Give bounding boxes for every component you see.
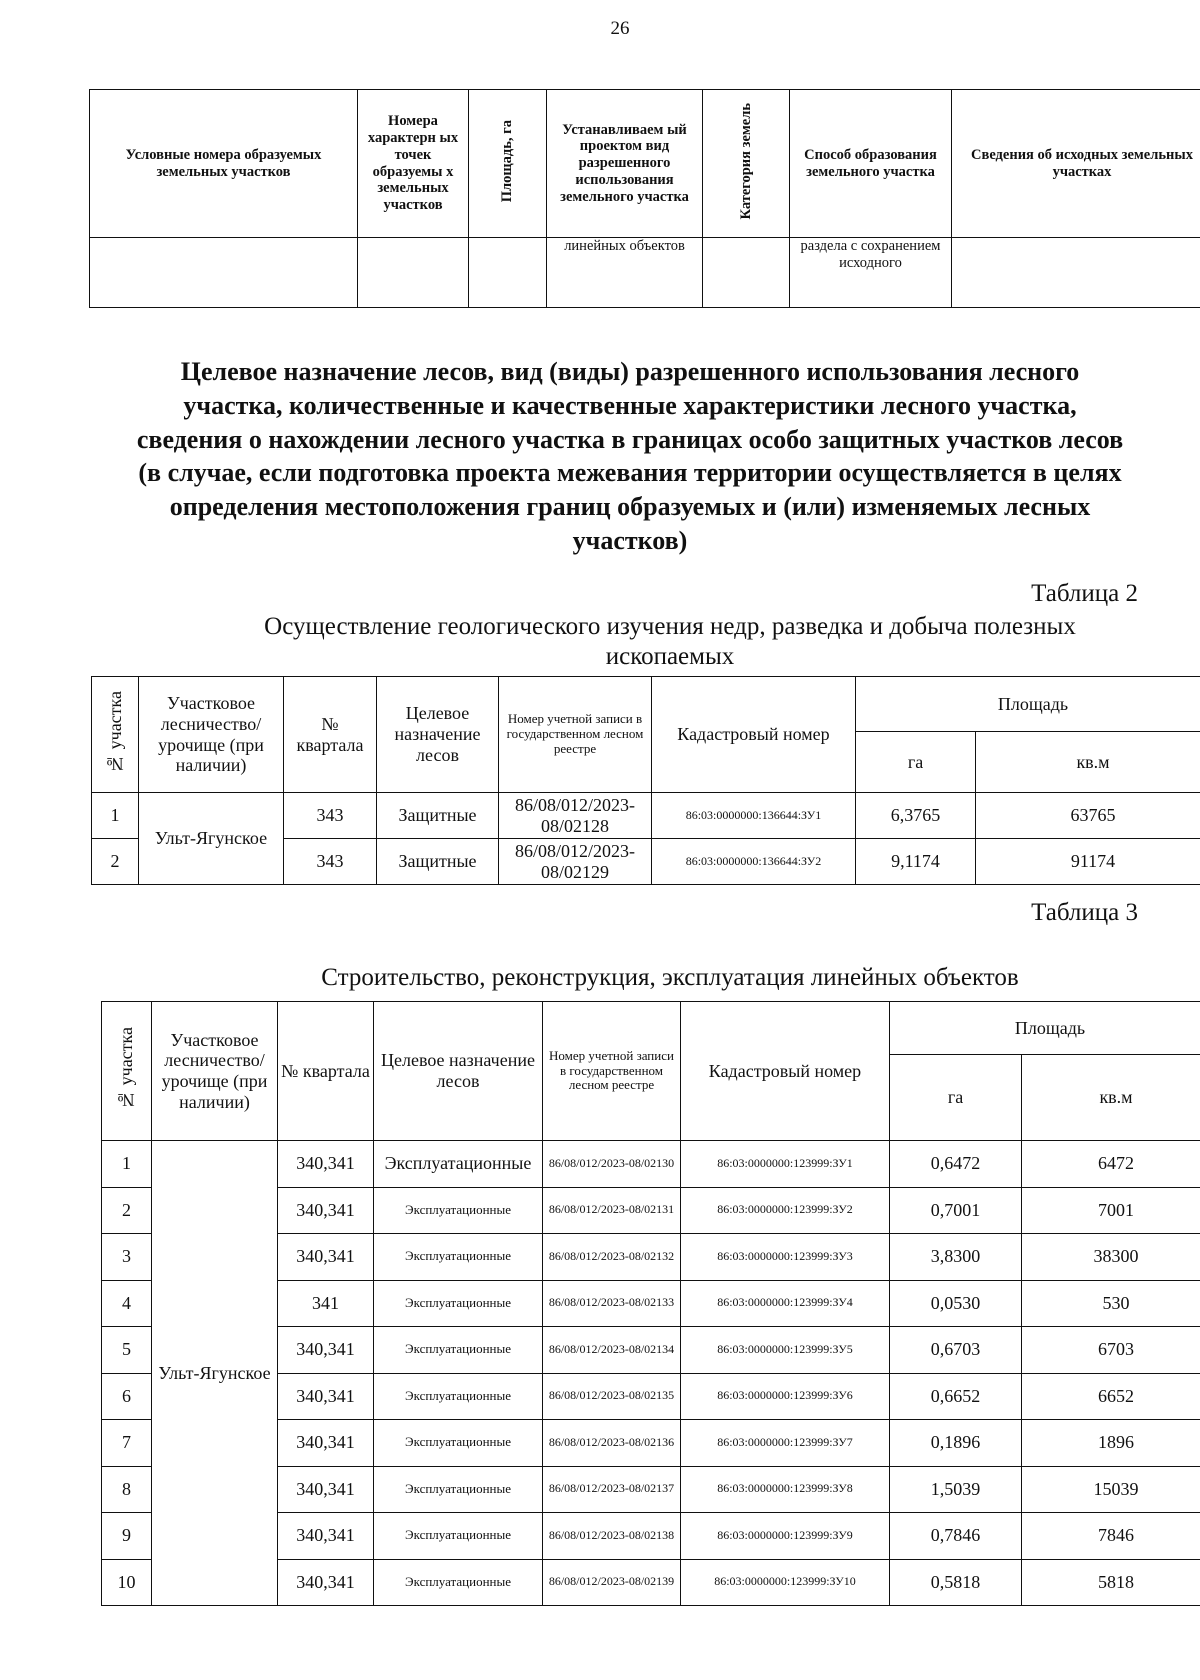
table-cell: Эксплуатационные <box>374 1373 543 1420</box>
table-cell: 86:03:0000000:123999:ЗУ5 <box>681 1327 890 1374</box>
table-cell: 0,5818 <box>890 1559 1022 1606</box>
table-cell: 0,6652 <box>890 1373 1022 1420</box>
linear-objects-table <box>101 1001 1200 1606</box>
table-cell: 340,341 <box>278 1559 374 1606</box>
t2-header-ha: га <box>856 732 976 793</box>
table-cell: 9 <box>102 1513 152 1560</box>
t2-header-area: Площадь <box>856 677 1200 732</box>
t1-header-formation-method: Способ образования земельного участка <box>790 90 952 238</box>
t3-header-record: Номер учетной записи в государственном лесном реестре <box>543 1002 681 1141</box>
geology-table <box>91 676 1200 885</box>
t3-header-forestry: Участковое лесничество/ урочище (при наличии) <box>152 1002 278 1141</box>
table-cell: 86:03:0000000:123999:ЗУ3 <box>681 1234 890 1281</box>
table-cell-forestry: Ульт-Ягунское <box>152 1141 278 1606</box>
table-cell: 3,8300 <box>890 1234 1022 1281</box>
table-cell: 86/08/012/2023-08/02135 <box>543 1373 681 1420</box>
table-cell: 1896 <box>1022 1420 1200 1467</box>
table-cell: 86/08/012/2023-08/02139 <box>543 1559 681 1606</box>
table-cell: 8 <box>102 1466 152 1513</box>
table-cell: 6703 <box>1022 1327 1200 1374</box>
t2-header-record: Номер учетной записи в государственном лесном реестре <box>499 677 652 793</box>
table-cell: 530 <box>1022 1280 1200 1327</box>
table-cell: 340,341 <box>278 1234 374 1281</box>
table-cell: 86/08/012/2023-08/02136 <box>543 1420 681 1467</box>
table-cell: Эксплуатационные <box>374 1513 543 1560</box>
table-cell: 341 <box>278 1280 374 1327</box>
table-cell: 38300 <box>1022 1234 1200 1281</box>
table3-subtitle: Строительство, реконструкция, эксплуатация линейных объектов <box>321 964 1019 991</box>
table-cell: Защитные <box>377 839 499 885</box>
table-row <box>102 1141 1200 1188</box>
table-cell: 343 <box>284 793 377 839</box>
table-cell: 86:03:0000000:123999:ЗУ1 <box>681 1141 890 1188</box>
t1-header-permitted-use: Устанавливаем ый проектом вид разрешенного использования земельного участка <box>547 90 703 238</box>
table-cell: 86/08/012/2023-08/02134 <box>543 1327 681 1374</box>
table-cell: 1 <box>102 1141 152 1188</box>
table-cell: Эксплуатационные <box>374 1187 543 1234</box>
table-cell: раздела с сохранением исходного <box>790 238 952 308</box>
table-cell: 86:03:0000000:136644:ЗУ2 <box>652 839 856 885</box>
table-cell: 86:03:0000000:136644:ЗУ1 <box>652 793 856 839</box>
page-number: 26 <box>610 18 630 39</box>
table-cell: 1,5039 <box>890 1466 1022 1513</box>
table-cell: 340,341 <box>278 1327 374 1374</box>
table-cell: 86:03:0000000:123999:ЗУ6 <box>681 1373 890 1420</box>
table-cell: 340,341 <box>278 1141 374 1188</box>
table-cell: 86/08/012/2023-08/02138 <box>543 1513 681 1560</box>
t3-header-ha: га <box>890 1055 1022 1141</box>
table-cell: 86/08/012/2023-08/02129 <box>499 839 652 885</box>
table-cell: 340,341 <box>278 1513 374 1560</box>
table-cell: 86/08/012/2023-08/02132 <box>543 1234 681 1281</box>
t2-header-forestry: Участковое лесничество/ урочище (при наличии) <box>139 677 284 793</box>
t1-header-area: Площадь, га <box>469 90 547 238</box>
table-cell: 4 <box>102 1280 152 1327</box>
table-cell <box>358 238 469 308</box>
table-cell: 86:03:0000000:123999:ЗУ4 <box>681 1280 890 1327</box>
t2-header-cadastral: Кадастровый номер <box>652 677 856 793</box>
table-cell: Эксплуатационные <box>374 1559 543 1606</box>
table-cell: Эксплуатационные <box>374 1466 543 1513</box>
table-cell: 7 <box>102 1420 152 1467</box>
table-cell: 9,1174 <box>856 839 976 885</box>
t2-header-num: № участка <box>92 677 139 793</box>
table-cell: 86/08/012/2023-08/02137 <box>543 1466 681 1513</box>
table-cell: 0,6472 <box>890 1141 1022 1188</box>
table2-subtitle: Осуществление геологического изучения недр, разведка и добыча полезных ископаемых <box>264 613 1076 670</box>
table-cell: 86:03:0000000:123999:ЗУ9 <box>681 1513 890 1560</box>
t3-header-sqm: кв.м <box>1022 1055 1200 1141</box>
table-cell: 7001 <box>1022 1187 1200 1234</box>
table-cell: линейных объектов <box>547 238 703 308</box>
table-cell: 0,1896 <box>890 1420 1022 1467</box>
table3-caption: Таблица 3 <box>1031 899 1138 926</box>
table-cell: 63765 <box>976 793 1200 839</box>
table-cell: 340,341 <box>278 1187 374 1234</box>
t3-header-area: Площадь <box>890 1002 1200 1055</box>
table-cell: Эксплуатационные <box>374 1327 543 1374</box>
t1-header-land-category: Категория земель <box>703 90 790 238</box>
table-cell: 1 <box>92 793 139 839</box>
table-cell: 2 <box>102 1187 152 1234</box>
table-cell <box>90 238 358 308</box>
land-plots-table <box>89 89 1200 308</box>
table-cell: 86:03:0000000:123999:ЗУ7 <box>681 1420 890 1467</box>
t1-header-point-numbers: Номера характерн ых точек образуемы х земельных участков <box>358 90 469 238</box>
table-cell: 0,0530 <box>890 1280 1022 1327</box>
table-cell: 6 <box>102 1373 152 1420</box>
table-cell: 340,341 <box>278 1420 374 1467</box>
table-cell-forestry: Ульт-Ягунское <box>139 793 284 885</box>
t3-header-cadastral: Кадастровый номер <box>681 1002 890 1141</box>
table-cell: Защитные <box>377 793 499 839</box>
t1-header-source-plots: Сведения об исходных земельных участках <box>952 90 1200 238</box>
table-cell: 3 <box>102 1234 152 1281</box>
table-cell: Эксплуатационные <box>374 1420 543 1467</box>
table-cell: 7846 <box>1022 1513 1200 1560</box>
table-cell: 0,7001 <box>890 1187 1022 1234</box>
table-cell: 5 <box>102 1327 152 1374</box>
table-cell: 340,341 <box>278 1373 374 1420</box>
table-cell: 343 <box>284 839 377 885</box>
table2-caption: Таблица 2 <box>1031 580 1138 607</box>
table-cell: 86/08/012/2023-08/02128 <box>499 793 652 839</box>
table-cell: 6472 <box>1022 1141 1200 1188</box>
t3-header-quarter: № квартала <box>278 1002 374 1141</box>
table-cell: 86/08/012/2023-08/02133 <box>543 1280 681 1327</box>
table-cell: 6,3765 <box>856 793 976 839</box>
table-cell: 15039 <box>1022 1466 1200 1513</box>
t1-header-plot-numbers: Условные номера образуемых земельных участков <box>90 90 358 238</box>
t3-header-purpose: Целевое назначение лесов <box>374 1002 543 1141</box>
table-cell: 91174 <box>976 839 1200 885</box>
t2-header-quarter: № квартала <box>284 677 377 793</box>
table-cell: 86:03:0000000:123999:ЗУ2 <box>681 1187 890 1234</box>
table-cell: Эксплуатационные <box>374 1280 543 1327</box>
t2-header-purpose: Целевое назначение лесов <box>377 677 499 793</box>
table-cell: 86/08/012/2023-08/02130 <box>543 1141 681 1188</box>
table-cell <box>703 238 790 308</box>
t3-header-num: № участка <box>102 1002 152 1141</box>
table-cell: 0,7846 <box>890 1513 1022 1560</box>
table-cell <box>952 238 1200 308</box>
table-cell: 86:03:0000000:123999:ЗУ8 <box>681 1466 890 1513</box>
table-cell: Эксплуатационные <box>374 1234 543 1281</box>
table-cell: 5818 <box>1022 1559 1200 1606</box>
table-cell: 86:03:0000000:123999:ЗУ10 <box>681 1559 890 1606</box>
table-cell: Эксплуатационные <box>374 1141 543 1188</box>
table-row <box>90 238 1200 308</box>
table-cell: 2 <box>92 839 139 885</box>
section-title: Целевое назначение лесов, вид (виды) разрешенного использования лесного участка, количественные и качественные характеристики лесного участка, сведения о нахождении лесного участка в границах особо защитных участков лесов (в случае, если подготовка проекта межевания территории осуществляется в целях определения местоположения границ образуемых и (или) изменяемых лесных участков) <box>136 357 1124 555</box>
table-row <box>92 793 1200 839</box>
table-cell: 10 <box>102 1559 152 1606</box>
t2-header-sqm: кв.м <box>976 732 1200 793</box>
table-cell: 0,6703 <box>890 1327 1022 1374</box>
table-cell: 86/08/012/2023-08/02131 <box>543 1187 681 1234</box>
table-cell: 340,341 <box>278 1466 374 1513</box>
table-cell <box>469 238 547 308</box>
table-cell: 6652 <box>1022 1373 1200 1420</box>
